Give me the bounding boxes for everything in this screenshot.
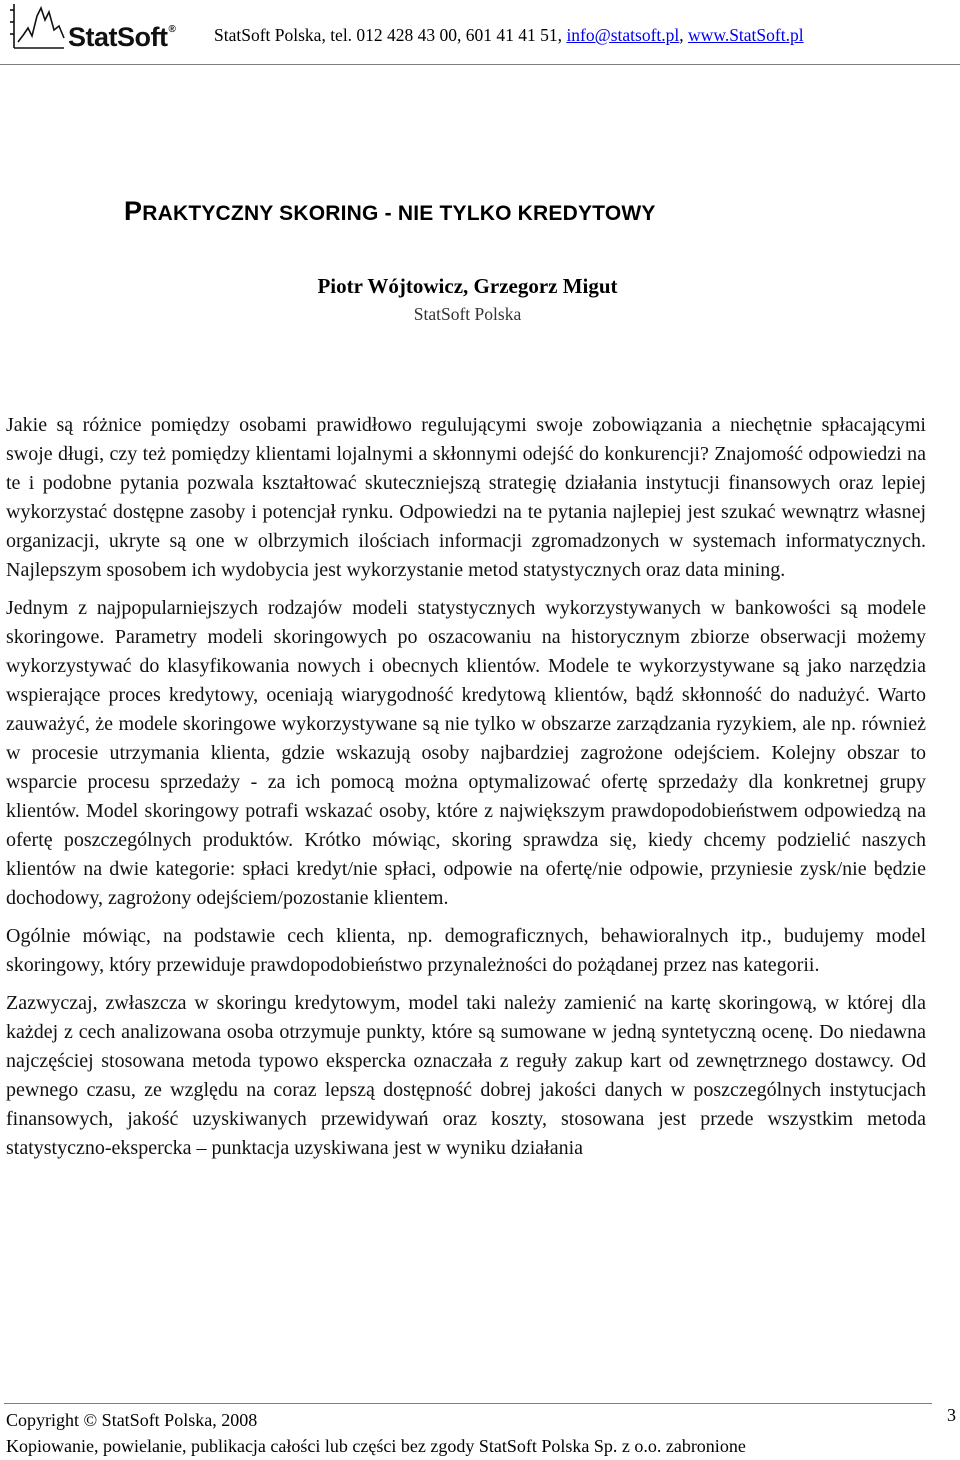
- paragraph-2: Jednym z najpopularniejszych rodzajów modeli statystycznych wykorzystywanych w bankowości są modele skoringowe. Parametry modeli skoringowych po oszacowaniu na historycznym zbiorze obserwacji możemy wykorzystywać do klasyfikowania nowych i obecnych klientów. Modele te wykorzystywane są jako narzędzia wspierające proces kredytowy, oceniają wiarygodność kredytową klientów, bądź skłonność do nadużyć. Warto zauważyć, że modele skoringowe wykorzystywane są nie tylko w obszarze zarządzania ryzykiem, ale np. również w procesie utrzymania klienta, gdzie wskazują osoby najbardziej zagrożone odejściem. Kolejny obszar to wsparcie procesu sprzedaży - za ich pomocą można optymalizować ofertę sprzedaży dla konkretnej grupy klientów. Model skoringowy potrafi wskazać osoby, które z największym prawdopodobieństwem odpowiedzą na ofertę poszczególnych produktów. Krótko mówiąc, skoring sprawdza się, kiedy chcemy podzielić naszych klientów na dwie kategorie: spłaci kredyt/nie spłaci, odpowie na ofertę/nie odpowie, przyniesie zysk/nie będzie dochodowy, zagrożony odejściem/pozostanie klientem.: [6, 597, 926, 909]
- document-title: [124, 196, 656, 227]
- chart-logo-icon: [8, 2, 66, 50]
- registered-mark: ®: [168, 24, 176, 35]
- contact-separator: ,: [679, 25, 689, 45]
- title-first-letter: P: [124, 196, 143, 226]
- statsoft-logo: [2, 2, 202, 58]
- footer-rights-notice: Kopiowanie, powielanie, publikacja całości lub części bez zgody StatSoft Polska Sp. z o.o. zabronione: [6, 1436, 746, 1456]
- affiliation: StatSoft Polska: [413, 304, 522, 324]
- website-link[interactable]: www.StatSoft.pl: [688, 25, 804, 45]
- paragraph-4: Zazwyczaj, zwłaszcza w skoringu kredytowym, model taki należy zamienić na kartę skoringową, w której dla każdej z cech analizowana osoba otrzymuje punkty, które są sumowane w jedną syntetyczną ocenę. Do niedawna najczęściej stosowana metoda typowo ekspercka oznaczała z reguły zakup kart od zewnętrznego dostawcy. Od pewnego czasu, ze względu na coraz lepszą dostępność dobrej jakości danych w poszczególnych instytucjach finansowych, jakość uzyskiwanych przewidywań oraz koszty, stosowana jest przede wszystkim metoda statystyczno-ekspercka – punktacja uzyskiwana jest w wyniku działania: [6, 992, 926, 1159]
- contact-text: StatSoft Polska, tel. 012 428 43 00, 601 41 41 51,: [214, 25, 567, 45]
- page-number: 3: [947, 1405, 956, 1425]
- footer-copyright: Copyright © StatSoft Polska, 2008: [6, 1410, 258, 1430]
- page-header: [0, 0, 960, 65]
- title-rest: RAKTYCZNY SKORING - NIE TYLKO KREDYTOWY: [142, 202, 656, 225]
- paragraph-3: Ogólnie mówiąc, na podstawie cech klienta, np. demograficznych, behawioralnych itp., budujemy model skoringowy, który przewiduje prawdopodobieństwo przynależności do pożądanej przez nas kategorii.: [6, 925, 926, 976]
- paragraph-1: Jakie są różnice pomiędzy osobami prawidłowo regulującymi swoje zobowiązania a niechętnie spłacającymi swoje długi, czy też pomiędzy klientami lojalnymi a skłonnymi odejść do konkurencji? Znajomość odpowiedzi na te i podobne pytania pozwala kształtować skuteczniejszą strategię działania instytucji finansowych oraz lepiej wykorzystać dostępne zasoby i potencjał rynku. Odpowiedzi na te pytania najlepiej jest szukać wewnątrz własnej organizacji, ukryte są one w olbrzymich ilościach informacji zgromadzonych w systemach informatycznych. Najlepszym sposobem ich wydobycia jest wykorzystanie metod statystycznych oraz data mining.: [6, 414, 926, 581]
- footer-divider: [4, 1403, 932, 1404]
- authors: Piotr Wójtowicz, Grzegorz Migut: [317, 274, 618, 298]
- page-footer: [0, 1403, 960, 1460]
- email-link[interactable]: info@statsoft.pl: [566, 25, 680, 45]
- header-contact: [214, 25, 804, 46]
- statsoft-wordmark: StatSoft®: [68, 22, 176, 52]
- document-body: [6, 411, 926, 1172]
